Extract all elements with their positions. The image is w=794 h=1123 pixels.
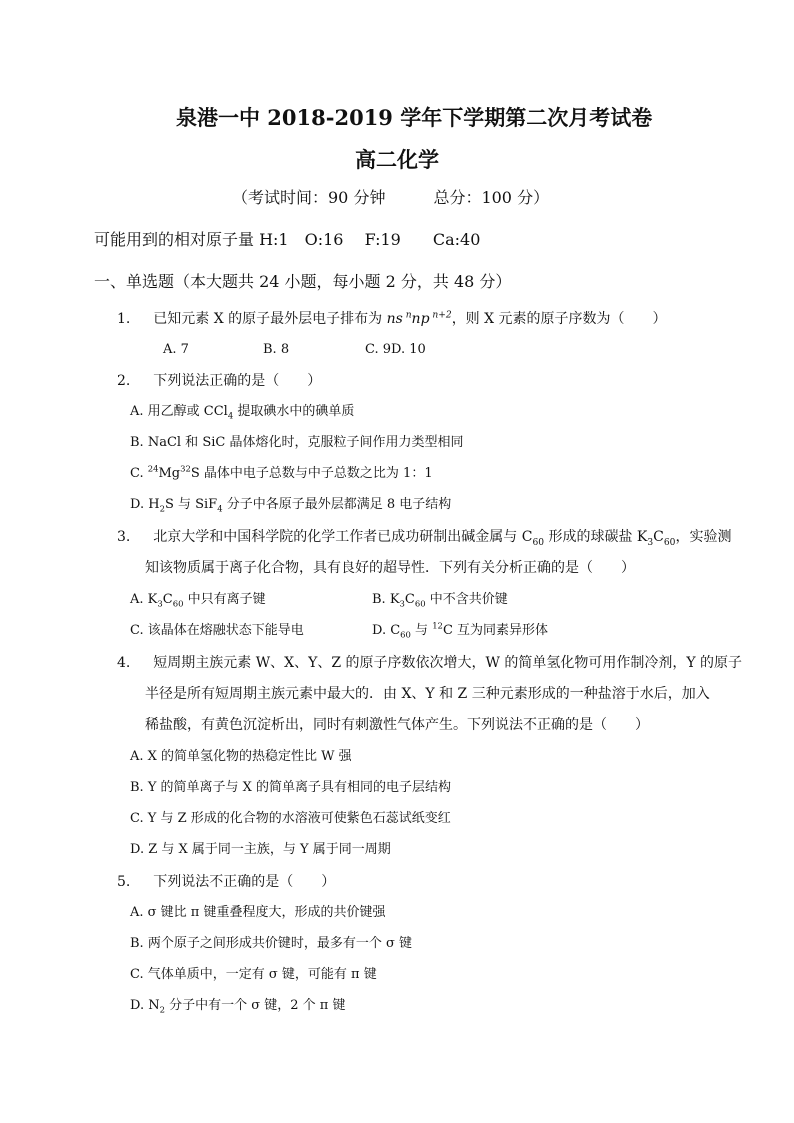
option-text: C 互为同素异形体 <box>442 623 549 638</box>
question-3-option-d <box>372 620 549 640</box>
option-text: 提取碘水中的碘单质 <box>233 404 355 419</box>
subscript: 4 <box>227 410 234 421</box>
question-4-stem-line3: 稀盐酸，有黄色沉淀析出，同时有刺激性气体产生。下列说法不正确的是（ ） <box>145 717 649 733</box>
subscript: 60 <box>172 598 184 609</box>
question-3-stem-line1 <box>117 529 732 548</box>
option-text: 与 <box>410 623 433 638</box>
question-text: C <box>653 529 664 545</box>
question-5-option-a: A. σ 键比 π 键重叠程度大，形成的共价键强 <box>130 905 386 920</box>
subscript: 60 <box>400 629 411 640</box>
question-text: 形成的球碳盐 K <box>544 529 648 545</box>
superscript: 32 <box>180 463 191 474</box>
option-text: S 与 SiF <box>164 497 218 512</box>
superscript: 12 <box>432 620 443 631</box>
option-text: S 晶体中电子总数与中子总数之比为 1：1 <box>190 466 433 481</box>
question-number: 2. <box>117 373 131 389</box>
subscript: 60 <box>414 598 426 609</box>
option-text: 中不含共价键 <box>425 592 508 607</box>
question-3-stem-line2: 知该物质属于离子化合物，具有良好的超导性．下列有关分析正确的是（ ） <box>145 560 635 576</box>
question-number: 4. <box>117 655 131 671</box>
question-1-option-a: A. 7 <box>163 342 189 357</box>
option-text: 中只有离子键 <box>183 592 266 607</box>
question-number: 3. <box>117 529 131 545</box>
question-4-option-c: C. Y 与 Z 形成的化合物的水溶液可使紫色石蕊试纸变红 <box>130 811 451 826</box>
question-3-option-a <box>130 592 266 609</box>
question-2-option-a <box>130 404 355 421</box>
question-text: 已知元素 X 的原子最外层电子排布为 <box>153 311 387 327</box>
question-1-option-b: B. 8 <box>263 342 290 357</box>
subscript: 2 <box>159 503 165 514</box>
question-text: 短周期主族元素 W、X、Y、Z 的原子序数依次增大，W 的简单氢化物可用作制冷剂，Y 的原子 <box>153 655 743 671</box>
question-5-option-d <box>130 998 346 1015</box>
atomic-mass-line: 可能用到的相对原子量 H:1 O:16 F:19 Ca:40 <box>94 230 481 249</box>
formula-part: ns <box>386 311 403 327</box>
exam-info: （考试时间：90 分钟 总分：100 分） <box>232 188 550 207</box>
subscript: 3 <box>399 598 405 609</box>
question-4-option-b: B. Y 的简单离子与 X 的简单离子具有相同的电子层结构 <box>130 780 452 795</box>
option-text: Mg <box>158 466 181 481</box>
question-text: 下列说法正确的是（ ） <box>153 373 322 389</box>
formula-sup: n+2 <box>429 310 452 321</box>
option-text: 分子中有一个 σ 键，2 个 π 键 <box>164 998 346 1013</box>
question-1-option-cd: C. 9D. 10 <box>365 342 426 357</box>
subscript: 3 <box>157 598 163 609</box>
question-2-option-c <box>130 463 433 481</box>
subscript: 60 <box>663 537 676 548</box>
option-text: D. N <box>130 998 160 1013</box>
subscript: 60 <box>532 537 545 548</box>
section-heading: 一、单选题（本大题共 24 小题，每小题 2 分，共 48 分） <box>94 272 512 291</box>
question-5-stem <box>117 875 335 889</box>
exam-title: 泉港一中 2018-2019 学年下学期第二次月考试卷 <box>176 105 653 130</box>
question-4-option-d: D. Z 与 X 属于同一主族，与 Y 属于同一周期 <box>130 842 391 857</box>
option-text: 分子中各原子最外层都满足 8 电子结构 <box>222 497 452 512</box>
question-1-stem <box>117 312 667 326</box>
question-2-stem <box>117 374 321 388</box>
question-4-stem-line2: 半径是所有短周期主族元素中最大的．由 X、Y 和 Z 三种元素形成的一种盐溶于水后，加入 <box>145 686 710 702</box>
question-4-option-a: A. X 的简单氢化物的热稳定性比 W 强 <box>130 749 352 764</box>
question-3-option-b <box>372 592 508 609</box>
question-4-stem-line1 <box>117 656 742 670</box>
superscript: 24 <box>147 463 159 474</box>
option-text: C. <box>130 466 148 481</box>
question-5-option-b: B. 两个原子之间形成共价键时，最多有一个 σ 键 <box>130 936 412 951</box>
exam-subtitle: 高二化学 <box>355 147 439 172</box>
subscript: 3 <box>647 537 654 548</box>
option-text: B. K <box>372 592 400 607</box>
option-text: C <box>404 592 415 607</box>
question-text: 北京大学和中国科学院的化学工作者已成功研制出碱金属与 C <box>153 529 533 545</box>
question-number: 5. <box>117 874 131 890</box>
option-text: C <box>162 592 173 607</box>
formula-sup: n <box>402 310 412 321</box>
option-text: D. H <box>130 497 160 512</box>
question-2-option-b: B. NaCl 和 SiC 晶体熔化时，克服粒子间作用力类型相同 <box>130 435 464 450</box>
question-number: 1. <box>117 311 131 327</box>
question-5-option-c: C. 气体单质中，一定有 σ 键，可能有 π 键 <box>130 967 377 982</box>
question-text: 下列说法不正确的是（ ） <box>153 874 336 890</box>
formula-part: np <box>411 311 430 327</box>
question-3-option-c: C. 该晶体在熔融状态下能导电 <box>130 623 304 638</box>
option-text: A. 用乙醇或 CCl <box>130 404 228 419</box>
question-text: ，则 X 元素的原子序数为（ ） <box>451 311 667 327</box>
question-2-option-d <box>130 497 452 514</box>
option-text: A. K <box>130 592 158 607</box>
question-text: ，实验测 <box>675 529 732 545</box>
subscript: 2 <box>159 1004 165 1015</box>
option-text: D. C <box>372 623 401 638</box>
subscript: 4 <box>217 503 223 514</box>
